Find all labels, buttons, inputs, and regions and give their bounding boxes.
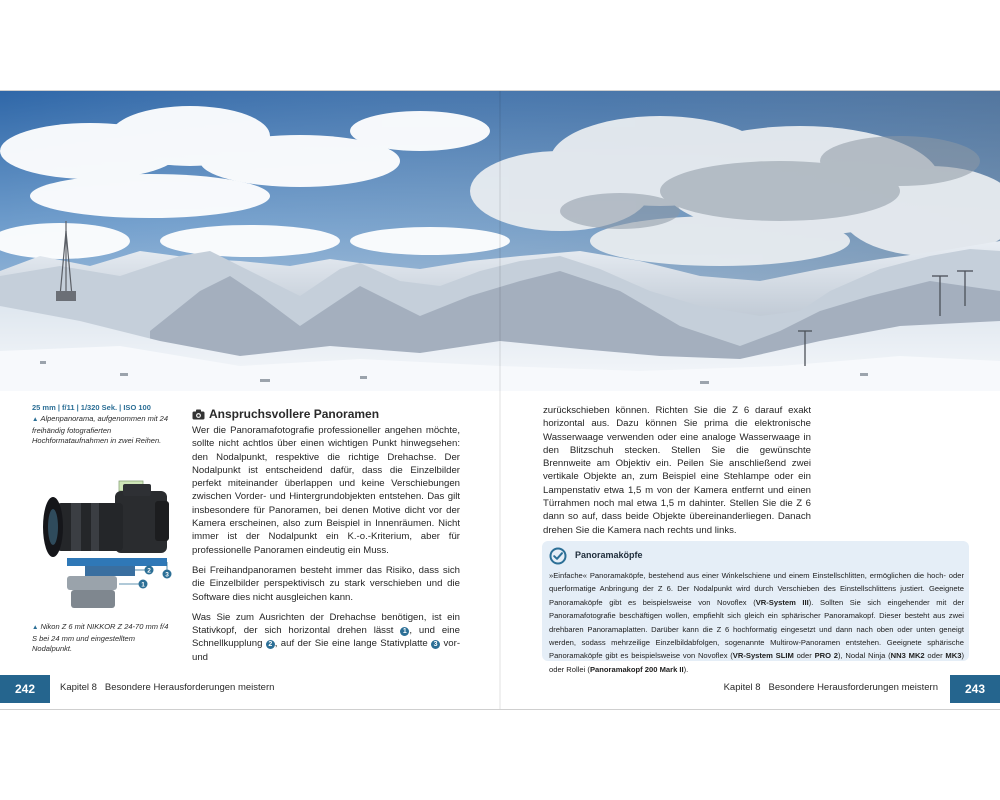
info-fragment: oder xyxy=(924,651,946,661)
paragraph-fragment: vor- und xyxy=(192,638,461,663)
product-name: VR-System III xyxy=(755,597,809,607)
info-fragment: ). Sollten Sie sich eingehender mit der Panoramafotografie beschäftigen wollen, empfiehlt sich gleich ein sphärischer Panoramakopf. Dieser besteht aus zwei drehbaren Panoramaplatten. Darüber kann die Z 6 hochformatig eingesetzt und dann nach oben oder unten geneigt werden, sodass mehrzeilige Einzelbildabfolgen, sogenannte Multirow-Panoramen entstehen. Geeignete sphärische Panoramaköpfe gibt es beispielsweise von Novoflex ( xyxy=(549,597,964,661)
paragraph: Wer die Panoramafotografie professioneller angehen möchte, sollte nicht achtlos über einen wichtigen Punkt hinwegsehen: den Nodalpunkt, respektive die richtige Drehachse. Der Nodalpunkt ist entscheidend dafür, dass die Einzelbilder perfekt miteinander überlappen und keine Verschiebungen zwischen Vorder- und Hintergrundobjekten entstehen. Das gilt insbesondere für Panoramen, bei denen Motive dicht vor der Kamera erscheinen, also zum Beispiel in Innenräumen. Nicht immer ist der Nodalpunkt ein K.-o.-Kriterium, aber für professionelle Panoramen eindeutig ein Muss. xyxy=(192,425,460,556)
camera-on-tripod-head-image xyxy=(27,466,177,616)
caption-triangle-icon: ▲ xyxy=(32,416,39,423)
caption-triangle-icon: ▲ xyxy=(32,624,39,631)
camera-caption-text: Nikon Z 6 mit NIKKOR Z 24-70 mm f/4 S bei 24 mm und eingestelltem Nodalpunkt. xyxy=(32,622,169,653)
page-number-right: 243 xyxy=(950,675,1000,703)
paragraph: Bei Freihandpanoramen besteht immer das Risiko, dass sich die Einzelbilder perspektivisch zu stark verschieben und die Software dies nicht ausgleichen kann. xyxy=(192,564,460,603)
footer-right: Kapitel 8 Besondere Herausforderungen meistern xyxy=(723,682,938,693)
camera-icon xyxy=(192,409,205,420)
callout-ref-1: 1 xyxy=(400,627,409,636)
paragraph-fragment: Was Sie zum Ausrichten der Drehachse benötigen, ist ein Stativkopf, der sich horizontal drehen lässt xyxy=(192,611,460,637)
panorama-caption-text: Alpenpanorama, aufgenommen mit 24 freihändig fotografierten Hochformataufnahmen in zwei Reihen. xyxy=(32,414,169,445)
callout-3: 3 xyxy=(165,571,169,579)
check-circle-icon xyxy=(549,547,567,565)
callout-ref-2: 2 xyxy=(266,640,275,649)
info-fragment: »Einfache« Panoramaköpfe, bestehend aus einer Winkelschiene und einem Einstellschlitten, ermöglichen die hoch- oder querformatige Anbringung der Z 6. Der Nodalpunkt wird durch Verschieben des Einstellschlittens justiert. Geeignete Panoramaköpfe gibt es beispielsweise von Novoflex ( xyxy=(549,571,964,607)
camera-figure xyxy=(27,466,177,616)
section-title: Anspruchsvollere Panoramen xyxy=(209,407,380,421)
book-spread xyxy=(0,90,1000,710)
callout-2: 2 xyxy=(147,567,151,575)
callout-1: 1 xyxy=(141,581,145,589)
info-fragment: oder xyxy=(793,651,815,661)
paragraph xyxy=(192,611,460,664)
paragraph-fragment: , und eine Schnellkupplung xyxy=(192,625,460,650)
paragraph-fragment: , auf der Sie eine lange Stativplatte xyxy=(274,638,432,650)
product-name: MK3 xyxy=(945,651,962,661)
book-gutter xyxy=(499,91,501,709)
left-column-text xyxy=(192,424,460,671)
product-name: NN3 MK2 xyxy=(890,651,925,661)
product-name: Panoramakopf 200 Mark II xyxy=(589,664,684,674)
paragraph: zurückschieben können. Richten Sie die Z 6 darauf exakt horizontal aus. Dazu können Sie prima die elektronische Wasserwaage verwenden oder eine analoge Wasserwaage in den Blitzschuh stecken. Stellen Sie die gewünschte Brennweite am Objektiv ein. Peilen Sie anschließend zwei vertikale Objekte an, zum Beispiel eine Stehlampe oder ein Lampenstativ etwa 1,5 m von der Kamera entfernt und einen Türrahmen noch mal etwa 1,5 m dahinter. Stellen Sie die Z 6 dann so auf, dass beide Objekte übereinanderliegen. Danach drehen Sie die Kamera nach rechts und links. xyxy=(543,405,811,536)
right-column-text xyxy=(543,404,811,544)
exif-info: 25 mm | f/11 | 1/320 Sek. | ISO 100 xyxy=(32,403,151,412)
info-box-text xyxy=(549,569,964,676)
page-number-left: 242 xyxy=(0,675,50,703)
panorama-caption xyxy=(32,414,170,447)
product-name: PRO 2 xyxy=(814,651,839,661)
info-box xyxy=(542,541,969,674)
footer-left: Kapitel 8 Besondere Herausforderungen meistern xyxy=(60,682,275,693)
section-heading xyxy=(192,407,472,421)
info-box-title: Panoramaköpfe xyxy=(575,550,643,560)
info-fragment: ), Nodal Ninja ( xyxy=(838,651,891,661)
callout-ref-3: 3 xyxy=(431,640,440,649)
product-name: VR-System SLIM xyxy=(732,651,794,661)
camera-caption xyxy=(32,622,174,655)
info-fragment: ) oder Rollei ( xyxy=(549,651,964,674)
info-fragment: ). xyxy=(683,664,689,674)
